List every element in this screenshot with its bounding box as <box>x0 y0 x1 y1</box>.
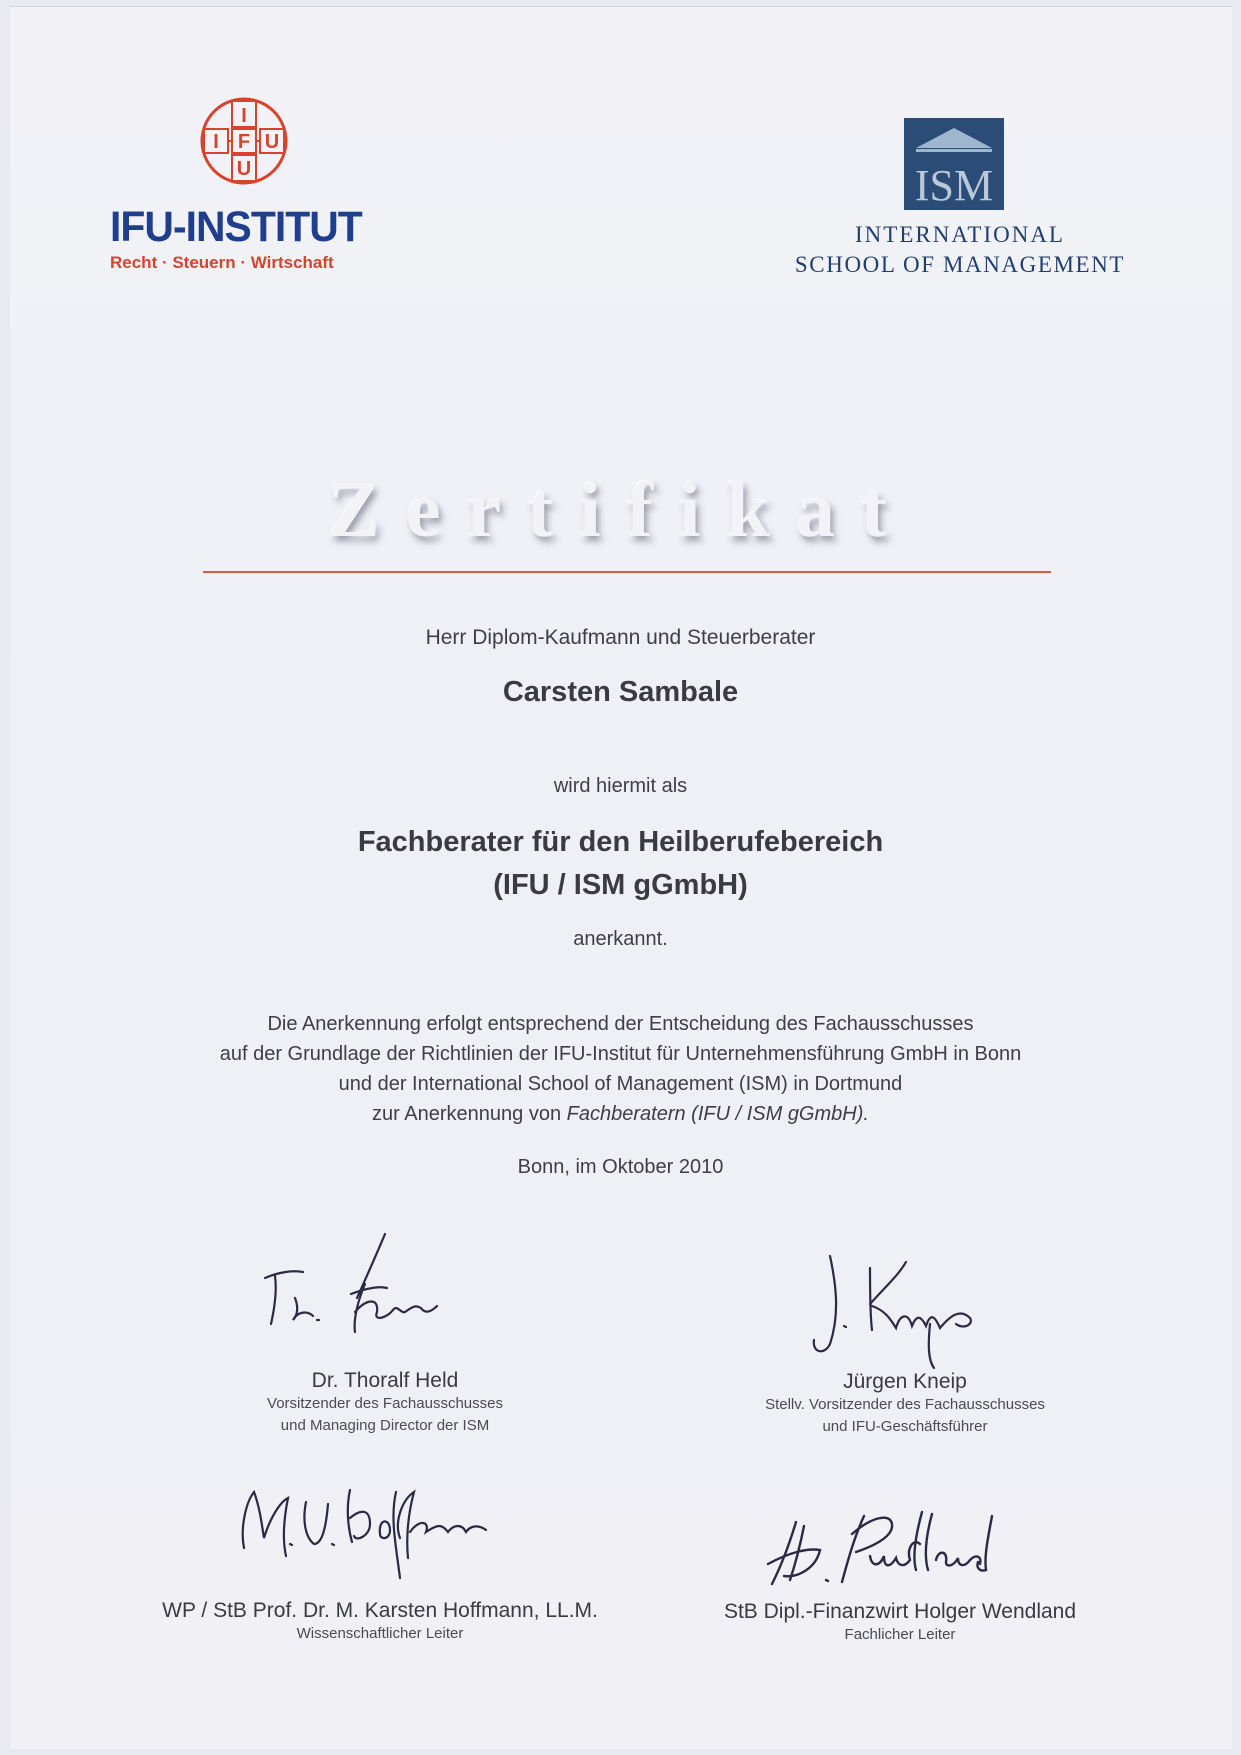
ifu-logo <box>110 95 400 285</box>
ism-logo <box>770 118 1150 288</box>
signatory-role: Vorsitzender des Fachausschusses <box>267 1395 503 1412</box>
paragraph-last-italic: Fachberatern (IFU / ISM gGmbH). <box>566 1103 869 1125</box>
qualification-issuer: (IFU / ISM gGmbH) <box>493 869 748 901</box>
signature-hoffmann <box>230 1478 520 1588</box>
ifu-mark-letter: I <box>213 131 219 153</box>
ifu-mark-icon <box>198 95 290 187</box>
ism-mark-text: ISM <box>914 161 994 210</box>
certificate-title: Zertifikat <box>328 466 913 553</box>
signatory-role: Stellv. Vorsitzender des Fachausschusses <box>765 1396 1045 1413</box>
qualification-title: Fachberater für den Heilberufebereich <box>357 826 884 858</box>
ifu-mark-letter: U <box>264 131 280 153</box>
signatory-role: Fachlicher Leiter <box>844 1626 956 1643</box>
signatory-name: Dr. Thoralf Held <box>311 1369 459 1392</box>
paragraph-line: und der International School of Management (ISM) in Dortmund <box>338 1073 903 1095</box>
signatory-held <box>230 1369 540 1437</box>
recognition-paragraph <box>0 1009 1241 1129</box>
ifu-logo-tagline: Recht · Steuern · Wirtschaft <box>110 253 334 272</box>
ism-logo-line2: SCHOOL OF MANAGEMENT <box>794 252 1126 277</box>
ifu-mark-letter: F <box>237 131 251 153</box>
signatory-name: WP / StB Prof. Dr. M. Karsten Hoffmann, LL.M. <box>162 1599 598 1622</box>
ifu-mark-letter: U <box>236 158 252 180</box>
intro-text: wird hiermit als <box>553 775 688 797</box>
recipient-name: Carsten Sambale <box>502 676 739 708</box>
title-divider <box>203 571 1051 573</box>
paragraph-last-prefix: zur Anerkennung von <box>372 1103 567 1125</box>
signature-kneip <box>800 1244 1020 1374</box>
ism-logo-line1: INTERNATIONAL <box>855 222 1065 247</box>
paragraph-line: Die Anerkennung erfolgt entsprechend der Entscheidung des Fachausschusses <box>267 1013 974 1035</box>
ifu-logo-name: IFU-INSTITUT <box>110 203 362 251</box>
signature-held <box>255 1228 485 1338</box>
signatory-hoffmann <box>130 1599 630 1645</box>
signatory-name: Jürgen Kneip <box>843 1370 967 1393</box>
signatory-wendland <box>680 1600 1120 1646</box>
recipient-salutation: Herr Diplom-Kaufmann und Steuerberater <box>425 626 816 649</box>
signatory-name: StB Dipl.-Finanzwirt Holger Wendland <box>723 1600 1077 1623</box>
paragraph-line: auf der Grundlage der Richtlinien der IFU-Institut für Unternehmensführung GmbH in Bonn <box>219 1043 1022 1065</box>
ism-mark-icon <box>904 118 1004 210</box>
place-date: Bonn, im Oktober 2010 <box>517 1156 724 1178</box>
signatory-role: und Managing Director der ISM <box>280 1417 490 1434</box>
signatory-role: Wissenschaftlicher Leiter <box>296 1625 464 1642</box>
paragraph-line <box>0 1099 1241 1129</box>
recognized-text: anerkannt. <box>573 928 668 950</box>
signature-wendland <box>760 1498 1020 1598</box>
ifu-mark-letter: I <box>241 105 247 127</box>
signatory-role: und IFU-Geschäftsführer <box>822 1418 988 1435</box>
signatory-kneip <box>735 1370 1075 1438</box>
